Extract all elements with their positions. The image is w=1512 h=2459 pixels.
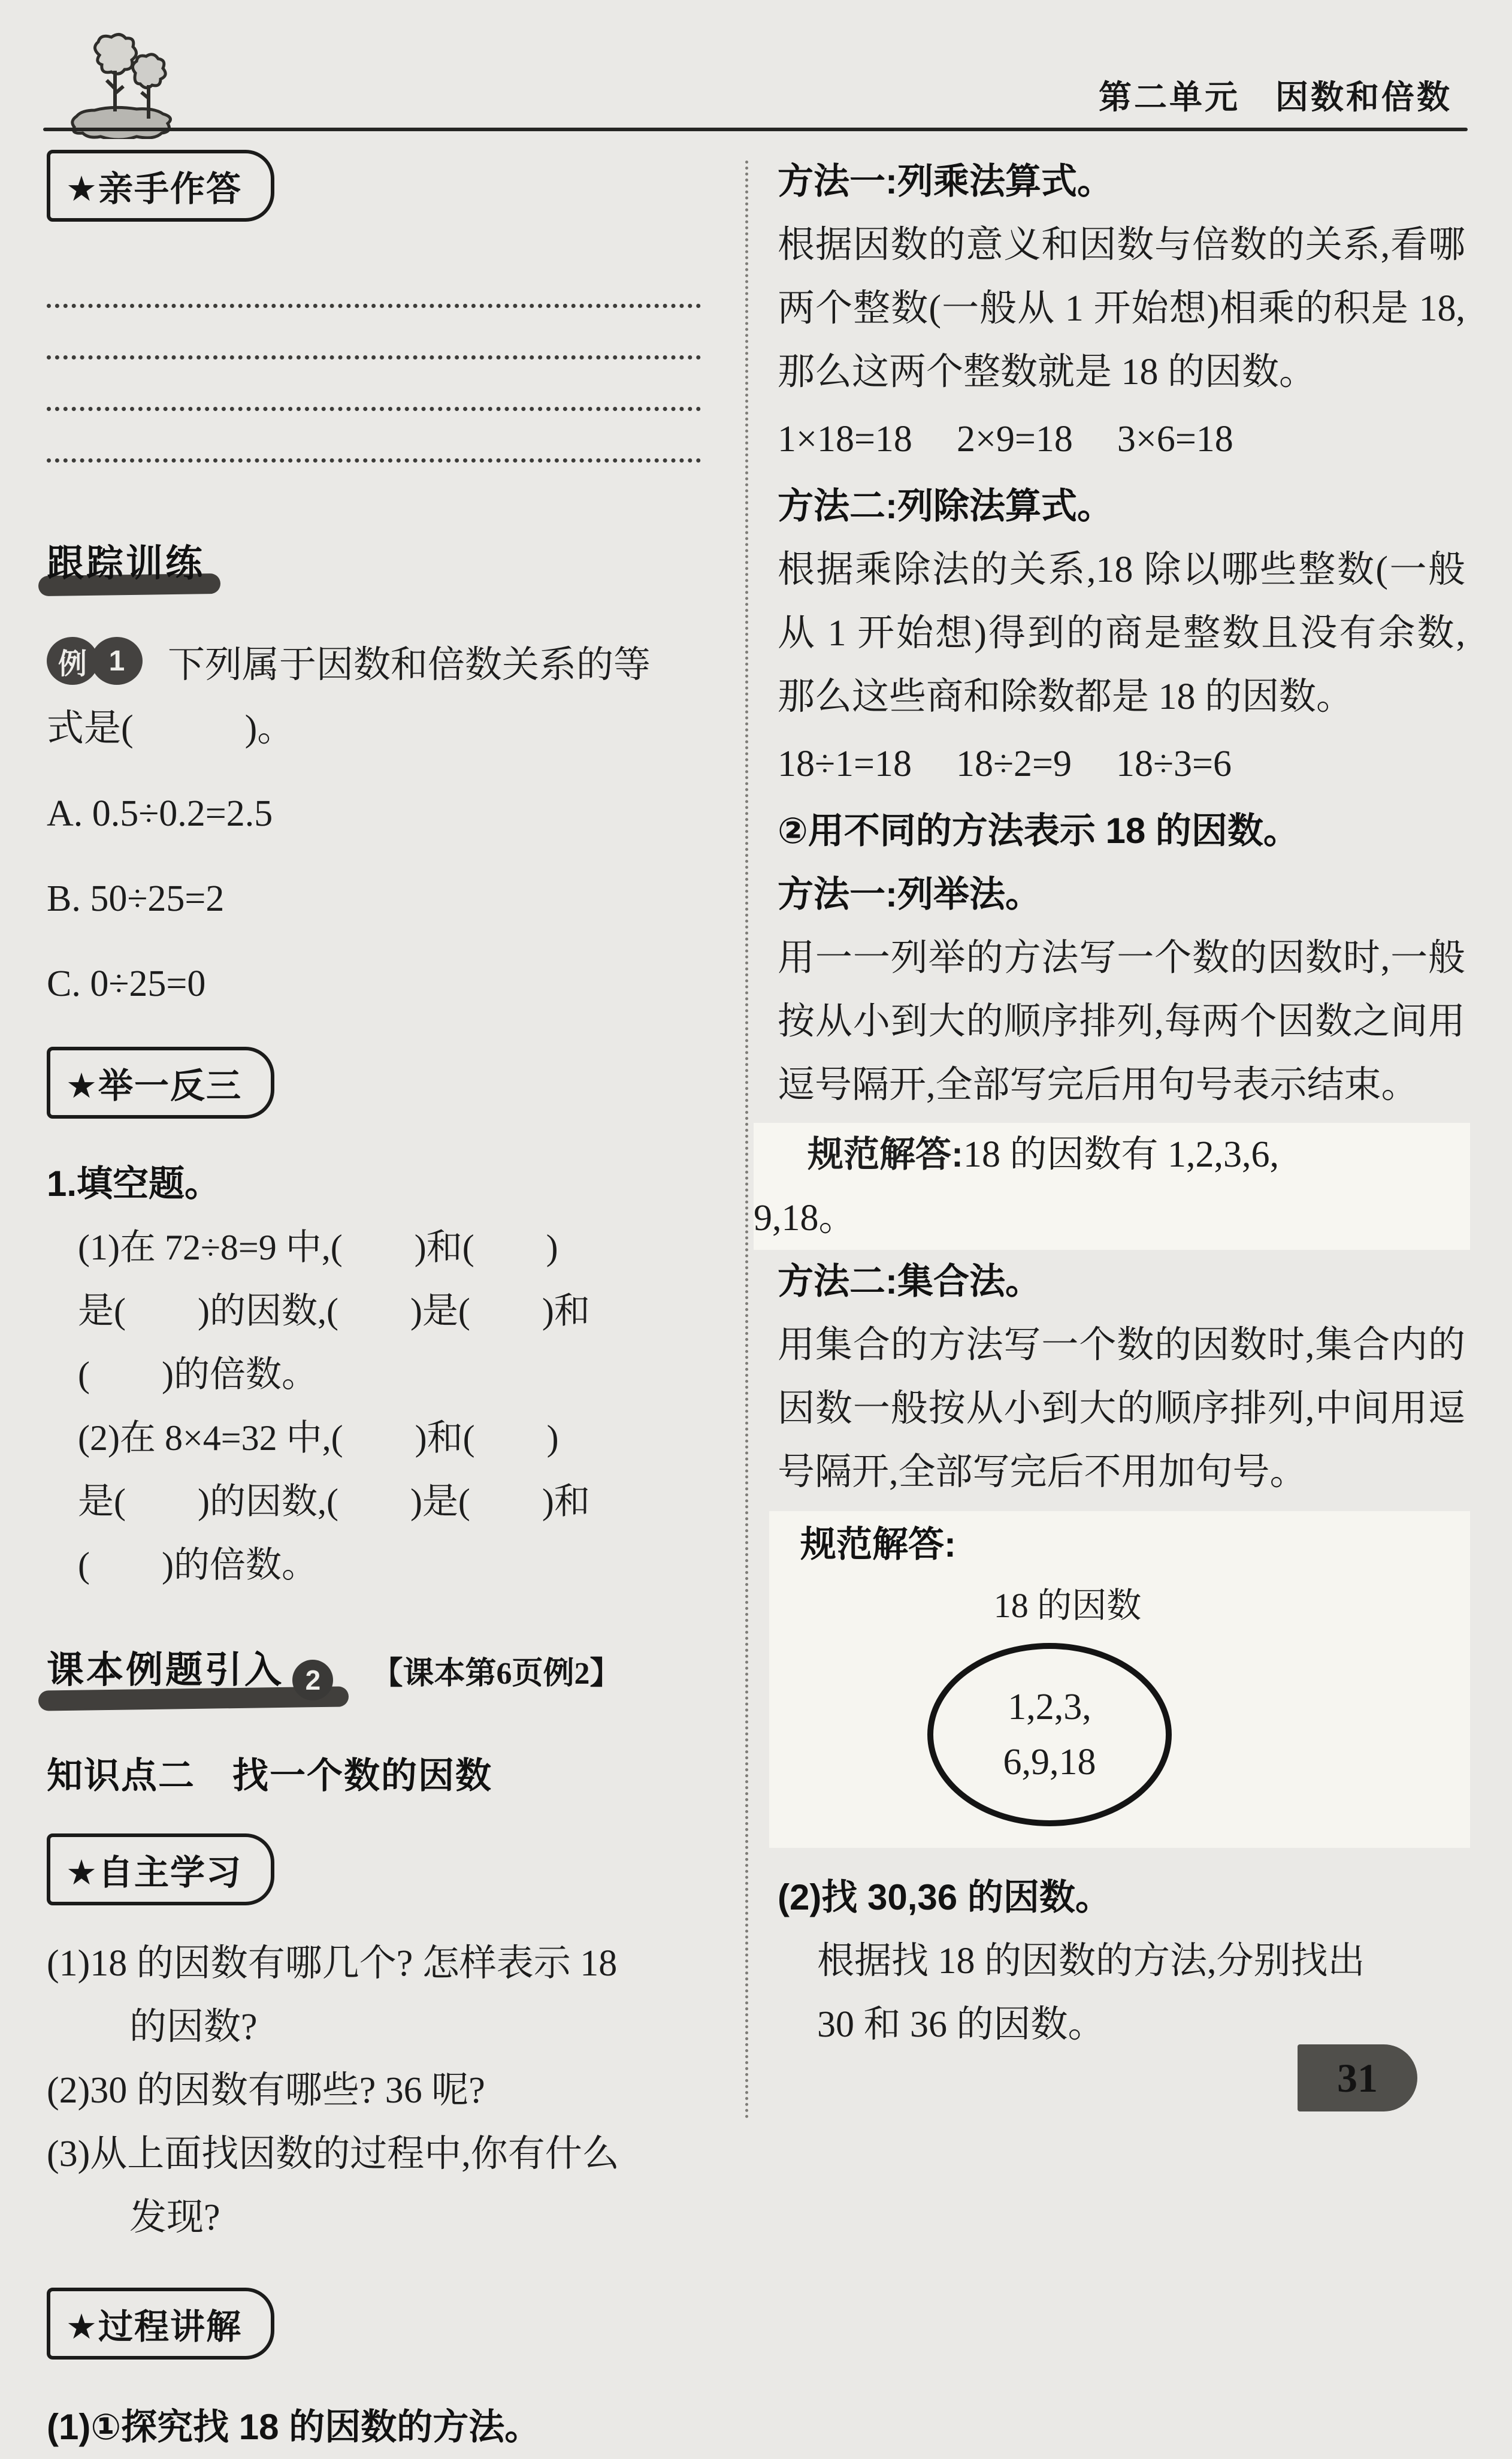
dotted-answer-line[interactable]	[47, 411, 701, 463]
method1-title: 方法一:列乘法算式。	[778, 161, 1113, 201]
dotted-answer-line[interactable]	[47, 308, 701, 360]
left-column	[47, 150, 701, 2459]
set-method-body: 用集合的方法写一个数的因数时,集合内的因数一般按从小到大的顺序排列,中间用逗号隔开,全部写完后不用加句号。	[778, 1325, 1465, 1493]
tracking-training-label: 跟踪训练	[47, 533, 205, 587]
factor-set-oval	[927, 1643, 1172, 1826]
set-diagram-caption: 18 的因数	[993, 1586, 1142, 1625]
list-method-title: 方法一:列举法。	[778, 874, 1041, 914]
answer-writing-area[interactable]	[47, 256, 701, 463]
circled-2-badge: 2	[292, 1660, 333, 1700]
standard-answer-1	[754, 1123, 1470, 1250]
example1-question-line1: 下列属于因数和倍数关系的等	[168, 645, 651, 685]
fill-line: 是( )的因数,( )是( )和	[78, 1291, 590, 1331]
equation: 1×18=18	[778, 419, 912, 460]
header-rule	[43, 128, 1468, 131]
answer1-line1	[778, 1123, 1465, 1186]
answer1-continuation: 9,18。	[754, 1198, 856, 1238]
equation: 18÷2=9	[956, 744, 1072, 784]
method2-body: 根据乘除法的关系,18 除以哪些整数(一般从 1 开始想)得到的商是整数且没有余数,那么这些商和除数都是 18 的因数。	[778, 549, 1465, 717]
fill-in-exercise	[47, 1216, 701, 1597]
set-values-line1: 1,2,3,	[1008, 1687, 1091, 1727]
knowledge-point-title: 知识点二 找一个数的因数	[47, 1755, 492, 1796]
answer2-label: 规范解答:	[800, 1524, 956, 1564]
process-explain-box: ★过程讲解	[47, 2288, 274, 2360]
example-badge-char: 例	[47, 637, 98, 685]
fill-line: 是( )的因数,( )是( )和	[78, 1482, 590, 1521]
method1-body: 根据因数的意义和因数与倍数的关系,看哪两个整数(一般从 1 开始想)相乘的积是 18,那么这两个整数就是 18 的因数。	[778, 225, 1465, 392]
fill-line: ( )的倍数。	[78, 1545, 317, 1585]
example-badge-number: 1	[91, 637, 143, 685]
find-factors-body-line2: 30 和 36 的因数。	[817, 2004, 1105, 2045]
set-method-title: 方法二:集合法。	[778, 1261, 1041, 1301]
process-intro-line: (1)①探究找 18 的因数的方法。	[47, 2406, 541, 2447]
list-method-body: 用一一列举的方法写一个数的因数时,一般按从小到大的顺序排列,每两个因数之间用逗号隔开,全部写完后用句号表示结束。	[778, 938, 1465, 1105]
fill-line: ( )的倍数。	[78, 1355, 317, 1394]
equation: 3×6=18	[1117, 419, 1233, 460]
right-column	[754, 150, 1465, 2459]
self-study-line: (1)18 的因数有哪几个? 怎样表示 18	[47, 1943, 618, 1984]
self-study-line: (3)从上面找因数的过程中,你有什么	[47, 2133, 619, 2174]
equation: 2×9=18	[956, 419, 1073, 460]
example1-question-line2: 式是( )。	[47, 708, 295, 749]
division-equations	[778, 732, 1465, 796]
page-number: 31	[1337, 2055, 1378, 2101]
self-study-line: 的因数?	[129, 2006, 258, 2047]
fill-line: (1)在 72÷8=9 中,( )和( )	[78, 1228, 558, 1267]
unit-title: 第二单元 因数和倍数	[1098, 78, 1452, 116]
dotted-answer-line[interactable]	[47, 256, 701, 308]
trees-icon	[65, 31, 182, 139]
analogy-box: ★举一反三	[47, 1047, 274, 1119]
find-factors-body-line1: 根据找 18 的因数的方法,分别找出	[817, 1941, 1365, 1981]
option-b: B. 50÷25=2	[47, 878, 225, 919]
example1-badge	[47, 637, 143, 685]
set-values-line2: 6,9,18	[1003, 1742, 1096, 1783]
fill-in-title: 1.填空题。	[47, 1164, 221, 1204]
find-factors-title: (2)找 30,36 的因数。	[778, 1877, 1111, 1917]
self-study-questions	[47, 1932, 701, 2249]
textbook-page-reference: 【课本第6页例2】	[371, 1656, 621, 1691]
answer1-label: 规范解答:	[808, 1134, 963, 1174]
self-study-line: 发现?	[129, 2197, 220, 2238]
fill-line: (2)在 8×4=32 中,( )和( )	[78, 1418, 559, 1458]
answer1-text: 18 的因数有 1,2,3,6,	[963, 1134, 1279, 1175]
dotted-answer-line[interactable]	[47, 360, 701, 411]
multiplication-equations	[778, 407, 1465, 471]
option-a: A. 0.5÷0.2=2.5	[47, 793, 273, 834]
self-study-box: ★自主学习	[47, 1833, 274, 1905]
step2-title: ②用不同的方法表示 18 的因数。	[778, 811, 1299, 851]
option-c: C. 0÷25=0	[47, 963, 206, 1004]
equation: 18÷3=6	[1116, 744, 1232, 784]
equation: 18÷1=18	[778, 744, 912, 784]
page-number-badge	[1298, 2044, 1417, 2111]
method2-title: 方法二:列除法算式。	[778, 486, 1113, 526]
handwrite-answer-box: ★亲手作答	[47, 150, 274, 222]
choice-options	[47, 782, 701, 1016]
standard-answer-2	[769, 1511, 1470, 1848]
self-study-line: (2)30 的因数有哪些? 36 呢?	[47, 2070, 485, 2111]
textbook-intro-label: 课本例题引入 2	[47, 1640, 333, 1700]
